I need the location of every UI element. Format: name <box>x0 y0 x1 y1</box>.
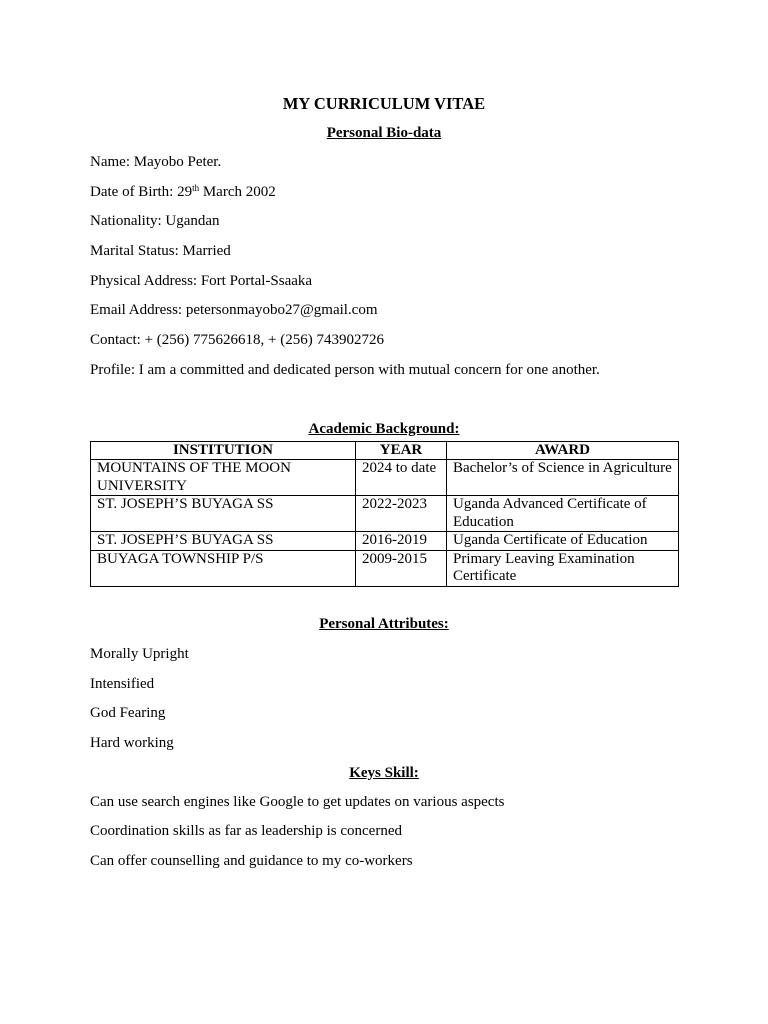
bio-profile: Profile: I am a committed and dedicated person with mutual concern for one another. <box>90 361 600 378</box>
header-year: YEAR <box>356 441 447 460</box>
cell-award: Primary Leaving Examination Certificate <box>447 550 679 586</box>
cell-year: 2024 to date <box>356 460 447 496</box>
bio-dob-prefix: Date of Birth: 29 <box>90 183 193 200</box>
table-row <box>91 550 679 586</box>
bio-heading: Personal Bio-data <box>326 125 442 141</box>
bio-physical-address: Physical Address: Fort Portal-Ssaaka <box>90 272 313 289</box>
cell-award: Bachelor’s of Science in Agriculture <box>447 460 679 496</box>
academic-table <box>90 441 679 587</box>
cv-document <box>90 92 678 881</box>
attribute-item: God Fearing <box>90 705 166 722</box>
cell-institution: ST. JOSEPH’S BUYAGA SS <box>91 532 356 551</box>
table-header-row <box>91 441 679 460</box>
cell-award: Uganda Certificate of Education <box>447 532 679 551</box>
bio-email: Email Address: petersonmayobo27@gmail.com <box>90 302 378 319</box>
skills-heading: Keys Skill: <box>349 764 419 781</box>
cell-award: Uganda Advanced Certificate of Education <box>447 496 679 532</box>
attribute-item: Hard working <box>90 734 174 751</box>
skill-item: Can use search engines like Google to get updates on various aspects <box>90 793 505 810</box>
header-institution: INSTITUTION <box>91 441 356 460</box>
bio-dob-sup: th <box>192 182 200 193</box>
cell-institution: ST. JOSEPH’S BUYAGA SS <box>91 496 356 532</box>
skill-item: Coordination skills as far as leadership is concerned <box>90 823 402 840</box>
table-row <box>91 496 679 532</box>
skill-item: Can offer counselling and guidance to my co-workers <box>90 852 413 869</box>
attribute-item: Intensified <box>90 675 155 692</box>
bio-dob-suffix: March 2002 <box>199 183 276 200</box>
skills-list <box>90 792 678 881</box>
bio-name: Name: Mayobo Peter. <box>90 154 222 170</box>
academic-heading: Academic Background: <box>308 420 460 437</box>
attribute-item: Morally Upright <box>90 645 189 662</box>
table-row <box>91 460 679 496</box>
bio-section <box>90 152 678 380</box>
attributes-list <box>90 644 678 763</box>
cell-year: 2022-2023 <box>356 496 447 532</box>
attributes-heading: Personal Attributes: <box>319 615 449 632</box>
bio-dob <box>90 182 678 212</box>
cell-year: 2016-2019 <box>356 532 447 551</box>
cell-year: 2009-2015 <box>356 550 447 586</box>
cell-institution: BUYAGA TOWNSHIP P/S <box>91 550 356 586</box>
bio-marital-status: Marital Status: Married <box>90 243 231 260</box>
document-title: MY CURRICULUM VITAE <box>282 94 486 113</box>
bio-contact: Contact: + (256) 775626618, + (256) 743902726 <box>90 332 384 349</box>
table-row <box>91 532 679 551</box>
header-award: AWARD <box>447 441 679 460</box>
bio-nationality: Nationality: Ugandan <box>90 213 220 230</box>
cell-institution: MOUNTAINS OF THE MOON UNIVERSITY <box>91 460 356 496</box>
